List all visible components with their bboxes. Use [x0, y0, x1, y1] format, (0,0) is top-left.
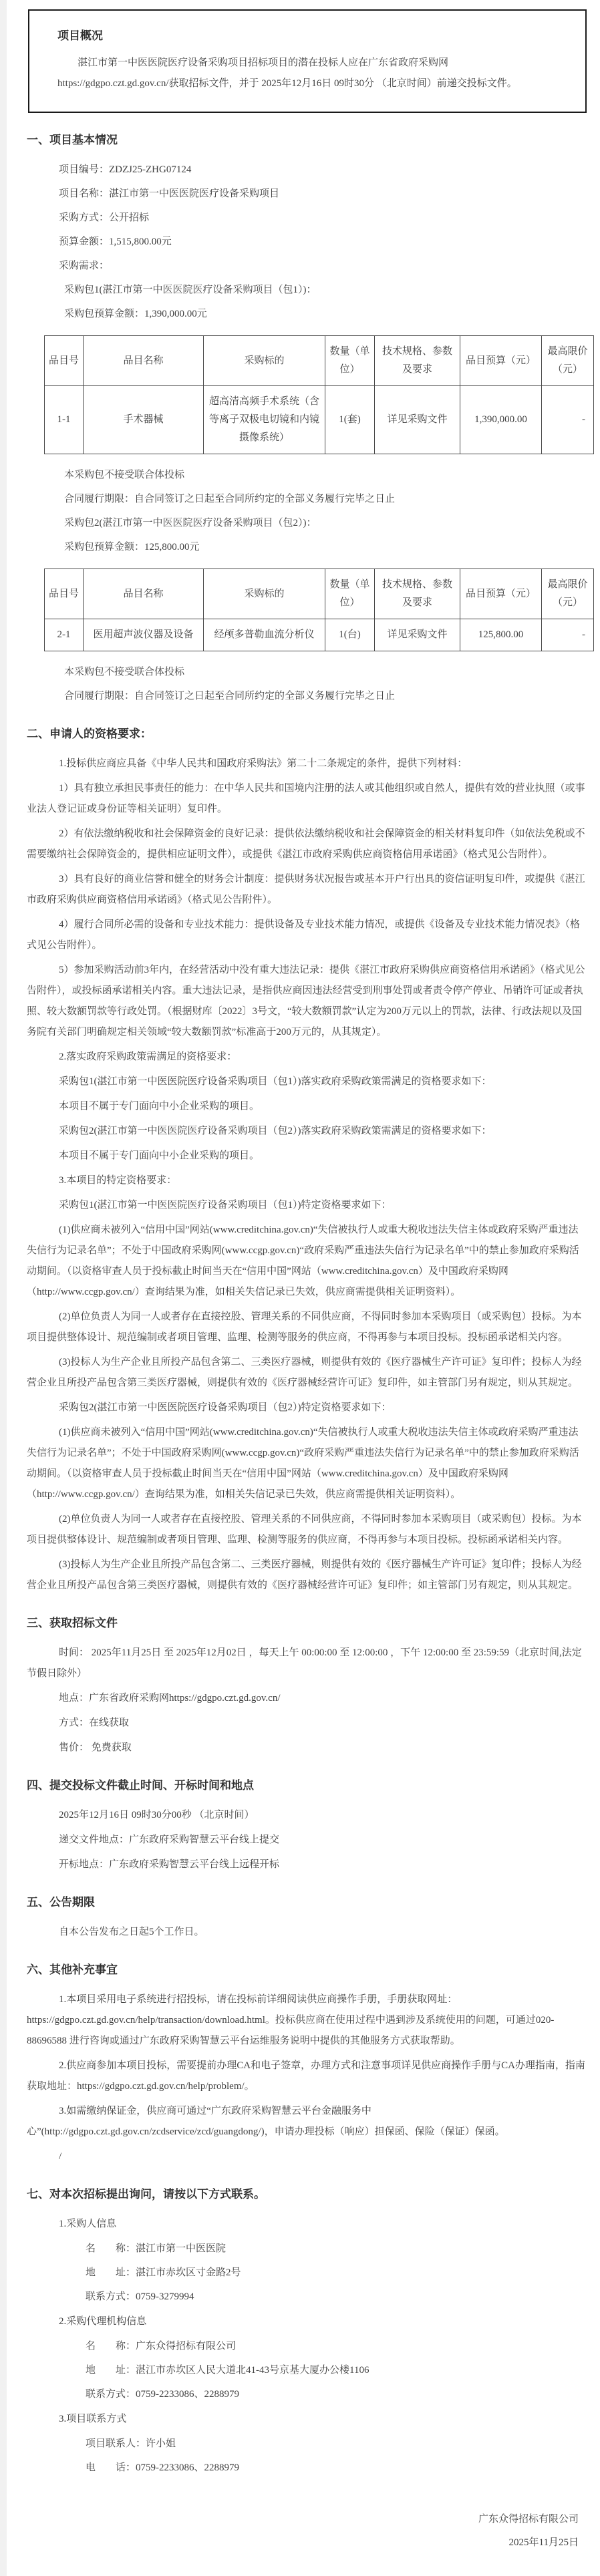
agency-info-title: 2.采购代理机构信息	[59, 2316, 147, 2327]
project-contact-title: 3.项目联系方式	[59, 2414, 127, 2424]
package2-title: 采购包2(湛江市第一中医医院医疗设备采购项目（包2）)：	[64, 518, 317, 528]
section-heading-submission-deadline: 四、提交投标文件截止时间、开标时间和地点	[27, 1779, 254, 1792]
other-matters-para: 2.供应商参加本项目投标，需要提前办理CA和电子签章，办理方式和注意事项详见供应商操作手册与CA办理指南，指南获取地址：https://gdgpo.czt.gd.gov.cn/help/problem/。	[27, 2060, 585, 2092]
notice-period-body: 自本公告发布之日起5个工作日。	[59, 1927, 204, 1937]
header-specs: 技术规格、参数及要求	[375, 336, 460, 386]
cell-item-name: 手术器械	[84, 386, 204, 454]
section-heading-basic-info: 一、项目基本情况	[27, 134, 118, 146]
header-quantity: 数量（单位）	[325, 569, 375, 619]
qualification-para: 本项目不属于专门面向中小企业采购的项目。	[59, 1101, 260, 1112]
header-item-name: 品目名称	[84, 569, 204, 619]
qualification-para: 1）具有独立承担民事责任的能力：在中华人民共和国境内注册的法人或其他组织或自然人，提供有效的营业执照（或事业法人登记证或身份证等相关证明）复印件。	[27, 783, 585, 814]
header-price-limit: 最高限价（元）	[542, 336, 594, 386]
obtain-price-line: 售价： 免费获取	[59, 1742, 132, 1753]
cell-subject: 超高清高频手术系统（含等离子双极电切镜和内镜摄像系统）	[204, 386, 325, 454]
cell-item-no: 2-1	[45, 619, 84, 651]
section-heading-qualification: 二、申请人的资格要求：	[27, 728, 152, 740]
section-heading-obtain-documents: 三、获取招标文件	[27, 1617, 118, 1629]
qualification-para: 本项目不属于专门面向中小企业采购的项目。	[59, 1150, 260, 1161]
package1-items-table	[44, 335, 594, 454]
cell-price-limit: -	[542, 619, 594, 651]
bid-opening-place-line: 开标地点：广东政府采购智慧云平台线上远程开标	[59, 1859, 280, 1870]
cell-subject: 经颅多普勒血流分析仪	[204, 619, 325, 651]
cell-item-budget: 125,800.00	[460, 619, 542, 651]
header-subject: 采购标的	[204, 336, 325, 386]
package2-items-table	[44, 569, 594, 651]
qualification-para: (1)供应商未被列入“信用中国”网站(www.creditchina.gov.cn)“失信被执行人或重大税收违法失信主体或政府采购严重违法失信行为记录名单”；不处于中国政府采购网(www.ccgp.gov.cn)“政府采购严重违法失信行为记录名单”中的禁止参加政府采购活动期间。（以资格审查人员于投标截止时间当天在“信用中国”网站（www.creditchina.gov.cn）及中国政府采购网（http://www.ccgp.gov.cn/）查询结果为准，如相关失信记录已失效，供应商需提供相关证明资料）。	[27, 1225, 579, 1297]
other-matters-slash-line: /	[59, 2151, 62, 2162]
overview-title: 项目概况	[57, 29, 103, 42]
package2-contract-term-note: 合同履行期限：自合同签订之日起至合同所约定的全部义务履行完毕之日止	[64, 691, 396, 701]
project-overview-box	[28, 9, 587, 113]
section-heading-contact: 七、对本次招标提出询问，请按以下方式联系。	[27, 2188, 265, 2201]
signature-agency-name: 广东众得招标有限公司	[478, 2514, 579, 2525]
project-contact-phone-line: 电 话：0759-2233086、2288979	[86, 2462, 239, 2473]
qualification-para: (3)投标人为生产企业且所投产品包含第二、三类医疗器械，则提供有效的《医疗器械生产许可证》复印件；投标人为经营企业且所投产品包含第三类医疗器械，则提供有效的《医疗器械经营许可证》复印件，如主管部门另有规定，则从其规定。	[27, 1357, 582, 1388]
header-item-budget: 品目预算（元）	[460, 569, 542, 619]
package1-title: 采购包1(湛江市第一中医医院医疗设备采购项目（包1）)：	[64, 285, 317, 295]
obtain-time-line: 时间： 2025年11月25日 至 2025年12月02日 ，每天上午 00:00:00 至 12:00:00 ，下午 12:00:00 至 23:59:59（北京时间,法定节假日除外）	[27, 1647, 582, 1679]
package2-no-consortium-note: 本采购包不接受联合体投标	[64, 667, 185, 677]
deadline-datetime-line: 2025年12月16日 09时30分00秒 （北京时间）	[59, 1810, 255, 1820]
tender-announcement-page	[7, 0, 600, 2576]
package1-no-consortium-note: 本采购包不接受联合体投标	[64, 470, 185, 480]
qualification-para: 3）具有良好的商业信誉和健全的财务会计制度：提供财务状况报告或基本开户行出具的资信证明复印件，或提供《湛江市政府采购供应商资格信用承诺函》（格式见公告附件）。	[27, 874, 585, 905]
obtain-method-line: 方式：在线获取	[59, 1718, 130, 1728]
procurement-demand-line: 采购需求：	[59, 261, 110, 271]
cell-item-budget: 1,390,000.00	[460, 386, 542, 454]
agency-address-line: 地 址：湛江市赤坎区人民大道北41-43号京基大厦办公楼1106	[86, 2365, 369, 2376]
header-item-no: 品目号	[45, 336, 84, 386]
qualification-para: (2)单位负责人为同一人或者存在直接控股、管理关系的不同供应商，不得同时参加本采购项目（或采购包）投标。为本项目提供整体设计、规范编制或者项目管理、监理、检测等服务的供应商，不得再参与本项目投标。投标函承诺相关内容。	[27, 1311, 582, 1343]
table-header-row	[45, 569, 594, 619]
project-contact-person-line: 项目联系人：许小姐	[86, 2438, 176, 2449]
purchaser-info-title: 1.采购人信息	[59, 2219, 117, 2229]
qualification-para: 1.投标供应商应具备《中华人民共和国政府采购法》第二十二条规定的条件，提供下列材料：	[59, 758, 468, 769]
header-item-budget: 品目预算（元）	[460, 336, 542, 386]
qualification-para: (3)投标人为生产企业且所投产品包含第二、三类医疗器械，则提供有效的《医疗器械生产许可证》复印件；投标人为经营企业且所投产品包含第三类医疗器械，则提供有效的《医疗器械经营许可证》复印件；如主管部门另有规定，则从其规定。	[27, 1559, 582, 1591]
signature-date: 2025年11月25日	[508, 2537, 579, 2548]
section-heading-notice-period: 五、公告期限	[27, 1896, 95, 1909]
qualification-para: (2)单位负责人为同一人或者存在直接控股、管理关系的不同供应商，不得同时参加本采购项目（或采购包）投标。为本项目提供整体设计、规范编制或者项目管理、监理、检测等服务的供应商，不得再参与本项目投标。投标函承诺相关内容。	[27, 1514, 582, 1545]
agency-phone-line: 联系方式：0759-2233086、2288979	[86, 2389, 239, 2400]
qualification-para: 采购包2(湛江市第一中医医院医疗设备采购项目（包2）)特定资格要求如下：	[59, 1402, 392, 1413]
package1-contract-term-note: 合同履行期限：自合同签订之日起至合同所约定的全部义务履行完毕之日止	[64, 494, 396, 504]
cell-item-no: 1-1	[45, 386, 84, 454]
package2-budget: 采购包预算金额：125,800.00元	[64, 542, 200, 552]
table-header-row	[45, 336, 594, 386]
section-heading-other-matters: 六、其他补充事宜	[27, 1963, 118, 1976]
qualification-para: (1)供应商未被列入“信用中国”网站(www.creditchina.gov.cn)“失信被执行人或重大税收违法失信主体或政府采购严重违法失信行为记录名单”；不处于中国政府采购网(www.ccgp.gov.cn)“政府采购严重违法失信行为记录名单”中的禁止参加政府采购活动期间。（以资格审查人员于投标截止时间当天在“信用中国”网站（www.creditchina.gov.cn）及中国政府采购网（http://www.ccgp.gov.cn/）查询结果为准，如相关失信记录已失效，供应商需提供相关证明资料）。	[27, 1427, 579, 1500]
other-matters-para: 3.如需缴纳保证金，供应商可通过“广东政府采购智慧云平台金融服务中心”(http://gdgpo.czt.gd.gov.cn/zcdservice/zcd/guangdong/)，申请办理投标（响应）担保函、保险（保证）保函。	[27, 2106, 505, 2137]
table-row	[45, 619, 594, 651]
table-row	[45, 386, 594, 454]
package1-budget: 采购包预算金额：1,390,000.00元	[64, 309, 207, 319]
submission-place-line: 递交文件地点：广东政府采购智慧云平台线上提交	[59, 1834, 280, 1845]
cell-specs: 详见采购文件	[375, 619, 460, 651]
qualification-para: 采购包1(湛江市第一中医医院医疗设备采购项目（包1）)特定资格要求如下：	[59, 1200, 392, 1211]
procurement-method-line: 采购方式：公开招标	[59, 212, 150, 223]
cell-quantity: 1(套)	[325, 386, 375, 454]
header-quantity: 数量（单位）	[325, 336, 375, 386]
project-name-line: 项目名称：湛江市第一中医医院医疗设备采购项目	[59, 188, 280, 199]
header-item-name: 品目名称	[84, 336, 204, 386]
purchaser-address-line: 地 址：湛江市赤坎区寸金路2号	[86, 2267, 241, 2278]
project-number-line: 项目编号：ZDZJ25-ZHG07124	[59, 164, 192, 175]
header-subject: 采购标的	[204, 569, 325, 619]
purchaser-name-line: 名 称：湛江市第一中医医院	[86, 2243, 227, 2254]
header-price-limit: 最高限价（元）	[542, 569, 594, 619]
obtain-location-line: 地点：广东省政府采购网https://gdgpo.czt.gd.gov.cn/	[59, 1693, 281, 1704]
qualification-para: 2.落实政府采购政策需满足的资格要求：	[59, 1052, 237, 1062]
qualification-para: 4）履行合同所必需的设备和专业技术能力：提供设备及专业技术能力情况，或提供《设备及专业技术能力情况表》（格式见公告附件）。	[27, 919, 581, 951]
cell-item-name: 医用超声波仪器及设备	[84, 619, 204, 651]
other-matters-para: 1.本项目采用电子系统进行招投标，请在投标前详细阅读供应商操作手册，手册获取网址：https://gdgpo.czt.gd.gov.cn/help/transaction/download.html。投标供应商在使用过程中遇到涉及系统使用的问题，可通过020-88696588 进行咨询或通过广东政府采购智慧云平台运维服务说明中提供的其他服务方式获取帮助。	[27, 1994, 555, 2046]
qualification-para: 采购包2(湛江市第一中医医院医疗设备采购项目（包2）)落实政府采购政策需满足的资格要求如下：	[59, 1126, 492, 1136]
signature-block	[27, 2509, 587, 2553]
agency-name-line: 名 称：广东众得招标有限公司	[86, 2341, 237, 2352]
qualification-para: 3.本项目的特定资格要求：	[59, 1175, 177, 1186]
header-item-no: 品目号	[45, 569, 84, 619]
purchaser-phone-line: 联系方式：0759-3279994	[86, 2291, 194, 2302]
qualification-para: 5）参加采购活动前3年内，在经营活动中没有重大违法记录：提供《湛江市政府采购供应商资格信用承诺函》（格式见公告附件），或投标函承诺相关内容。重大违法记录，是指供应商因违法经营受到刑事处罚或者责令停产停业、吊销许可证或者执照、较大数额罚款等行政处罚。（根据财库〔2022〕3号文，“较大数额罚款”认定为200万元以上的罚款，法律、行政法规以及国务院有关部门明确规定相关领域“较大数额罚款”标准高于200万元的，从其规定）。	[27, 965, 585, 1037]
cell-price-limit: -	[542, 386, 594, 454]
qualification-para: 采购包1(湛江市第一中医医院医疗设备采购项目（包1）)落实政府采购政策需满足的资格要求如下：	[59, 1076, 492, 1087]
qualification-para: 2）有依法缴纳税收和社会保障资金的良好记录：提供依法缴纳税收和社会保障资金的相关材料复印件（如依法免税或不需要缴纳社会保障资金的，提供相应证明文件），或提供《湛江市政府采购供应商资格信用承诺函》（格式见公告附件）。	[27, 828, 585, 860]
header-specs: 技术规格、参数及要求	[375, 569, 460, 619]
budget-amount-line: 预算金额：1,515,800.00元	[59, 236, 172, 247]
cell-specs: 详见采购文件	[375, 386, 460, 454]
cell-quantity: 1(台)	[325, 619, 375, 651]
overview-body: 湛江市第一中医医院医疗设备采购项目招标项目的潜在投标人应在广东省政府采购网https://gdgpo.czt.gd.gov.cn/获取招标文件，并于 2025年12月16日 09时30分 （北京时间）前递交投标文件。	[57, 57, 517, 89]
